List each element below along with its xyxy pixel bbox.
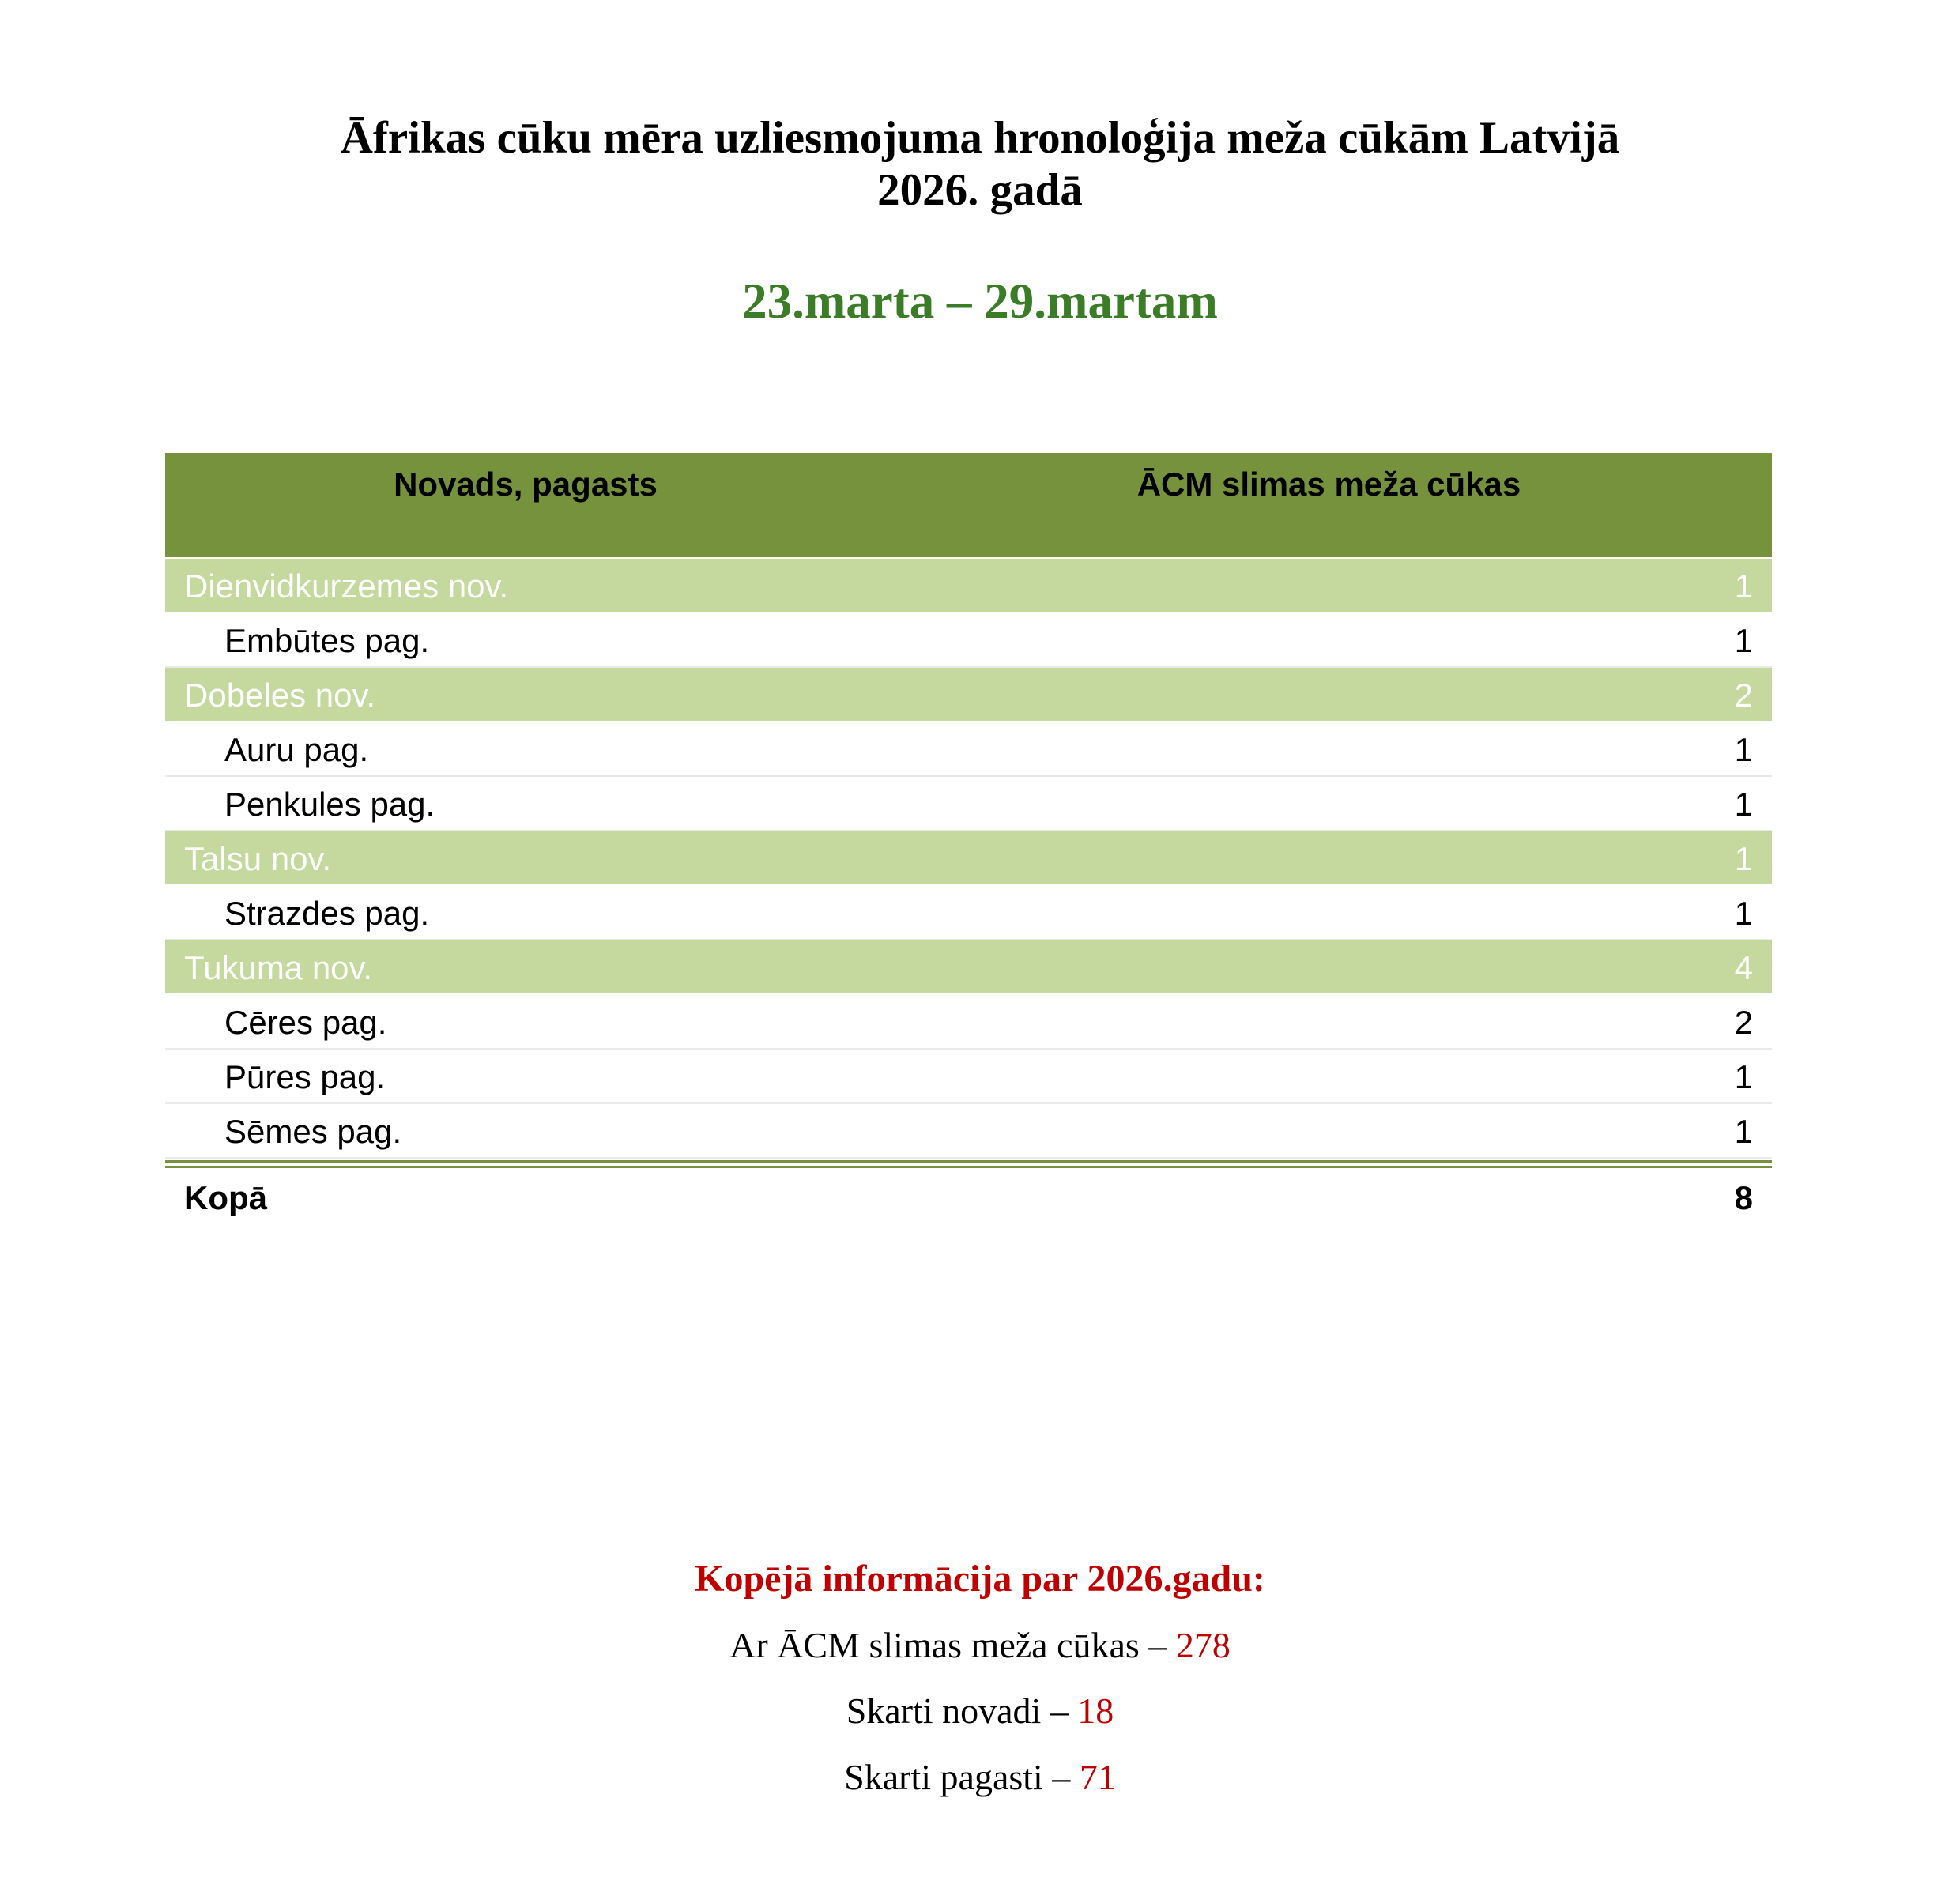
title-line-2: 2026. gadā	[877, 165, 1083, 215]
row-value: 1	[1734, 567, 1753, 605]
header-sick-boars: ĀCM slimas meža cūkas	[1136, 465, 1521, 503]
total-divider	[165, 1160, 1772, 1163]
summary-heading: Kopējā informācija par 2026.gadu:	[695, 1558, 1265, 1600]
novads-row	[165, 559, 1772, 613]
novads-row	[165, 668, 1772, 722]
row-name: Embūtes pag.	[224, 622, 430, 659]
total-value: 8	[1734, 1179, 1753, 1216]
row-value: 4	[1734, 949, 1753, 986]
row-value: 1	[1734, 1058, 1753, 1095]
document-title	[0, 112, 1960, 217]
row-value: 1	[1734, 786, 1753, 823]
pagasts-row	[165, 995, 1772, 1050]
row-name: Cēres pag.	[224, 1004, 387, 1041]
row-value: 2	[1734, 677, 1753, 714]
pagasts-row	[165, 613, 1772, 668]
row-name: Penkules pag.	[224, 786, 435, 823]
row-value: 1	[1734, 622, 1753, 659]
summary-pagasti-label: Skarti pagasti –	[844, 1757, 1071, 1797]
summary-sick-label: Ar ĀCM slimas meža cūkas –	[729, 1625, 1167, 1665]
row-name: Talsu nov.	[184, 840, 331, 877]
row-name: Dienvidkurzemes nov.	[184, 567, 509, 605]
pagasts-row	[165, 722, 1772, 777]
row-name: Tukuma nov.	[184, 949, 373, 986]
row-value: 1	[1734, 731, 1753, 768]
row-name: Pūres pag.	[224, 1058, 386, 1095]
row-value: 2	[1734, 1004, 1753, 1041]
summary-novadi-value: 18	[1077, 1690, 1114, 1731]
date-range-subtitle: 23.marta – 29.martam	[742, 273, 1218, 329]
pagasts-row	[165, 1050, 1772, 1104]
summary-novadi	[0, 1690, 1960, 1732]
row-name: Auru pag.	[224, 731, 369, 768]
row-value: 1	[1734, 840, 1753, 877]
title-line-1: Āfrikas cūku mēra uzliesmojuma hronoloģija meža cūkām Latvijā	[340, 113, 1620, 163]
table-header	[165, 453, 1772, 559]
total-row	[165, 1168, 1772, 1231]
pagasts-row	[165, 777, 1772, 831]
header-region: Novads, pagasts	[394, 465, 658, 503]
summary-novadi-label: Skarti novadi –	[846, 1690, 1069, 1731]
row-name: Dobeles nov.	[184, 677, 376, 714]
summary-sick-value: 278	[1175, 1625, 1231, 1665]
total-label: Kopā	[184, 1179, 267, 1216]
row-value: 1	[1734, 895, 1753, 932]
summary-pagasti	[0, 1756, 1960, 1798]
pagasts-row	[165, 1104, 1772, 1159]
row-name: Strazdes pag.	[224, 895, 430, 932]
pagasts-row	[165, 886, 1772, 940]
novads-row	[165, 940, 1772, 995]
table-body	[165, 559, 1772, 1159]
row-name: Sēmes pag.	[224, 1113, 402, 1150]
summary-pagasti-value: 71	[1079, 1757, 1116, 1797]
novads-row	[165, 831, 1772, 886]
summary-sick-boars	[0, 1624, 1960, 1666]
row-value: 1	[1734, 1113, 1753, 1150]
outbreak-table	[165, 453, 1772, 1231]
